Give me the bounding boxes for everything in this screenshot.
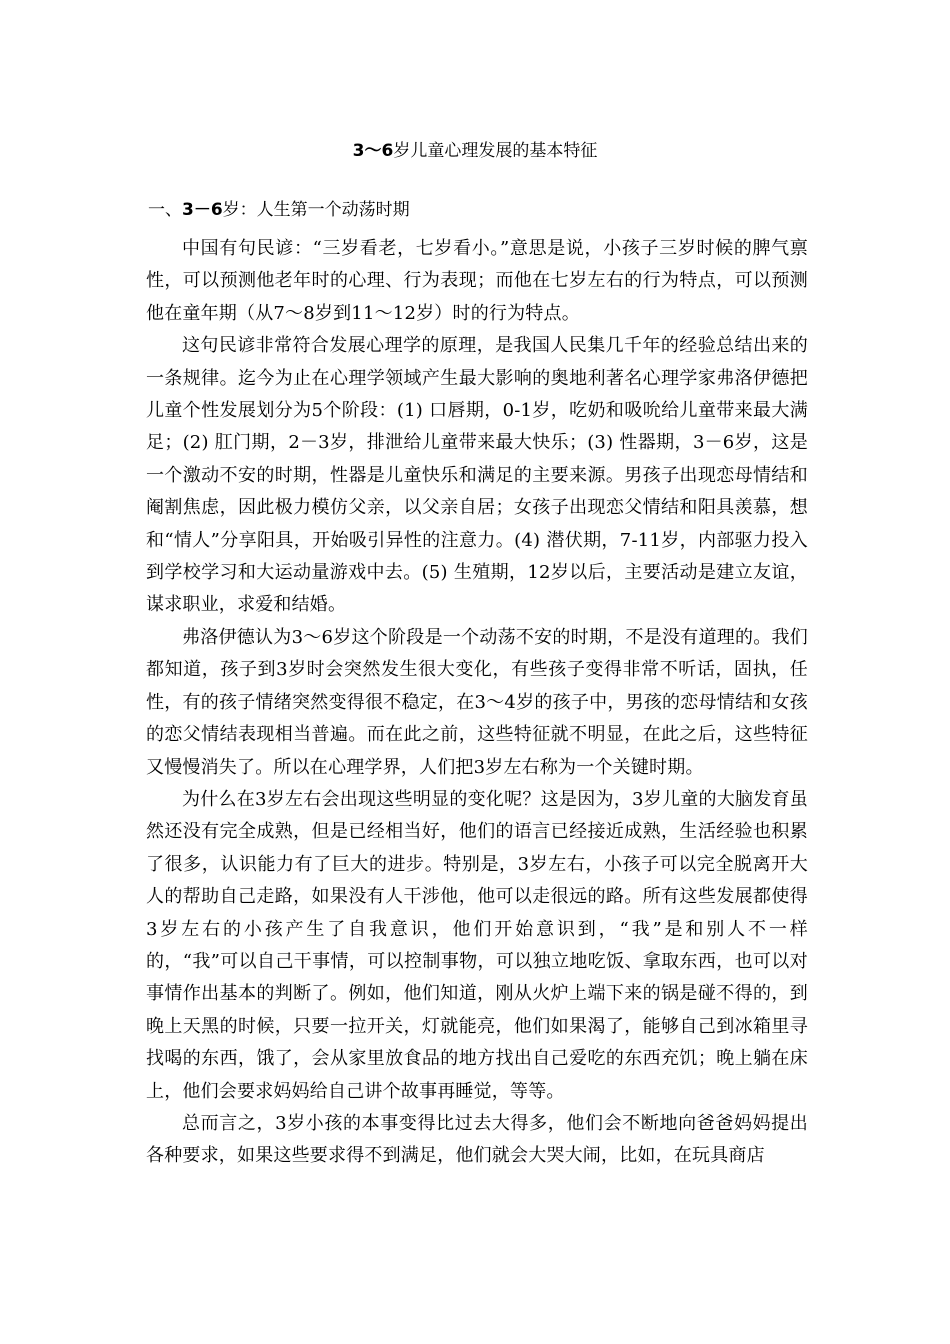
document-title	[0, 139, 950, 163]
paragraph-proverb: 中国有句民谚：“三岁看老，七岁看小。”意思是说，小孩子三岁时候的脾气禀性，可以预测他老年时的心理、行为表现；而他在七岁左右的行为特点，可以预测他在童年期（从7～8岁到11～12岁）时的行为特点。	[146, 238, 808, 324]
paragraph-turbulent-period: 弗洛伊德认为3～6岁这个阶段是一个动荡不安的时期，不是没有道理的。我们都知道，孩子到3岁时会突然发生很大变化，有些孩子变得非常不听话，固执，任性，有的孩子情绪突然变得很不稳定，在3～4岁的孩子中，男孩的恋母情结和女孩的恋父情结表现相当普遍。而在此之前，这些特征就不明显，在此之后，这些特征又慢慢消失了。所以在心理学界，人们把3岁左右称为一个关键时期。	[146, 626, 808, 778]
paragraph-freud-stages: 这句民谚非常符合发展心理学的原理，是我国人民集几千年的经验总结出来的一条规律。迄今为止在心理学领域产生最大影响的奥地利著名心理学家弗洛伊德把儿童个性发展划分为5个阶段：(1) 口唇期，0-1岁，吃奶和吸吮给儿童带来最大满足；(2) 肛门期，2－3岁，排泄给儿童带来最大快乐；(3) 性器期，3－6岁，这是一个激动不安的时期，性器是儿童快乐和满足的主要来源。男孩子出现恋母情结和阉割焦虑，因此极力模仿父亲，以父亲自居；女孩子出现恋父情结和阳具羡慕，想和“情人”分享阳具，开始吸引异性的注意力。(4) 潜伏期，7-11岁，内部驱力投入到学校学习和大运动量游戏中去。(5) 生殖期，12岁以后，主要活动是建立友谊，谋求职业，求爱和结婚。	[146, 335, 808, 616]
section-age-range: 3－6	[182, 200, 223, 220]
title-age-range: 3～6	[352, 141, 394, 161]
title-text: 岁儿童心理发展的基本特征	[393, 141, 598, 161]
paragraph-why-changes: 为什么在3岁左右会出现这些明显的变化呢？这是因为，3岁儿童的大脑发育虽然还没有完全成熟，但是已经相当好，他们的语言已经接近成熟，生活经验也积累了很多，认识能力有了巨大的进步。特别是，3岁左右，小孩子可以完全脱离开大人的帮助自己走路，如果没有人干涉他，他可以走很远的路。所有这些发展都使得3岁左右的小孩产生了自我意识，他们开始意识到，“我”是和别人不一样的，“我”可以自己干事情，可以控制事物，可以独立地吃饭、拿取东西，也可以对事情作出基本的判断了。例如，他们知道，刚从火炉上端下来的锅是碰不得的，到晚上天黑的时候，只要一拉开关，灯就能亮，他们如果渴了，能够自己到冰箱里寻找喝的东西，饿了，会从家里放食品的地方找出自己爱吃的东西充饥；晚上躺在床上，他们会要求妈妈给自己讲个故事再睡觉，等等。	[146, 788, 808, 1102]
paragraph-summary: 总而言之，3岁小孩的本事变得比过去大得多，他们会不断地向爸爸妈妈提出各种要求，如果这些要求得不到满足，他们就会大哭大闹，比如，在玩具商店	[146, 1112, 808, 1167]
section-title: 岁：人生第一个动荡时期	[222, 200, 410, 220]
section-number: 一、	[148, 200, 182, 220]
body-text	[146, 233, 808, 1173]
section-heading	[148, 198, 410, 222]
